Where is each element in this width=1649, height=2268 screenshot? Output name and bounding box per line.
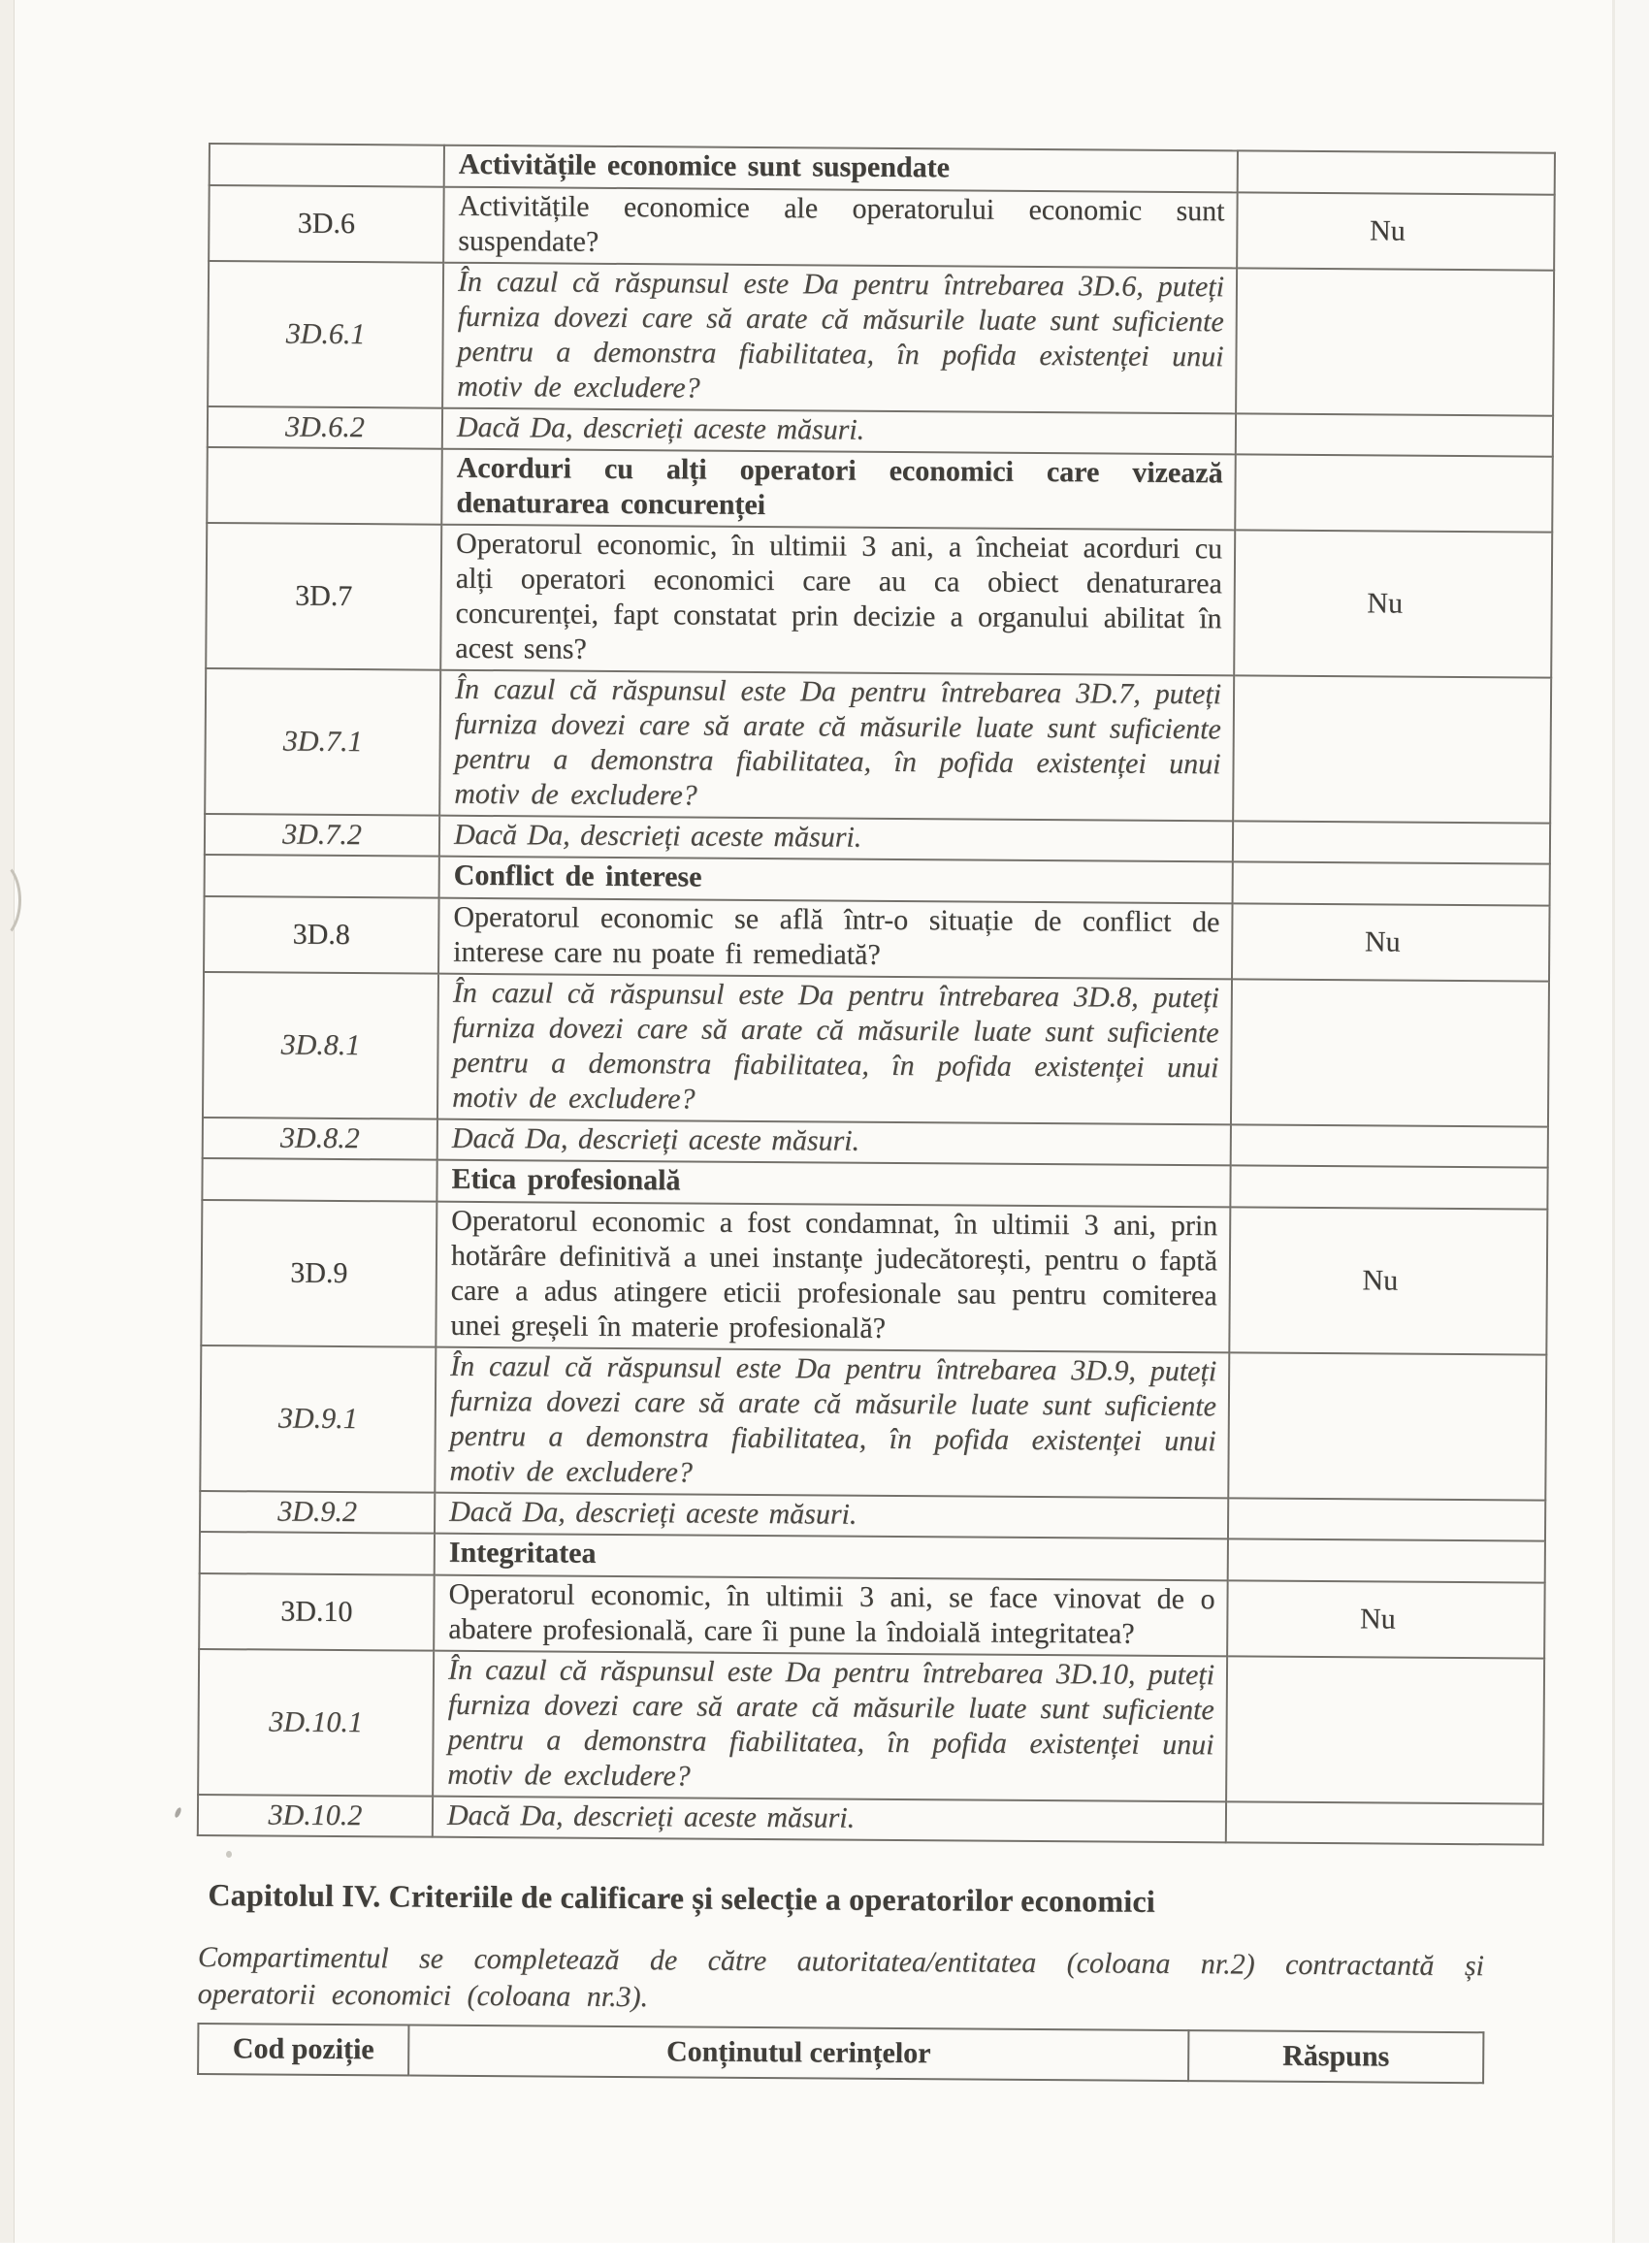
row-answer [1226, 1801, 1543, 1844]
row-code [202, 1158, 436, 1202]
chapter-note: Compartimentul se completează de către autoritatea/entitatea (coloana nr.2) contractantă și operatorii economici (coloana nr.3). [197, 1940, 1485, 2014]
page-right-edge-area [1615, 0, 1649, 2243]
row-content: Dacă Da, descrieți aceste măsuri. [437, 1119, 1231, 1166]
table-row [209, 185, 1555, 271]
row-answer: Nu [1237, 192, 1555, 270]
chapter4-criteria-table [197, 2023, 1484, 2084]
row-content: Operatorul economic a fost condamnat, în ultimii 3 ani, prin hotărâre definitivă a unei instanțe judecătorești, pentru o faptă care a adus atingere eticii profesionale sau pentru comiterea unei greșeli în materie profesională? [436, 1202, 1230, 1353]
table-row [199, 1573, 1545, 1659]
row-answer: Nu [1227, 1580, 1545, 1658]
row-content: Operatorul economic, în ultimii 3 ani, a încheiat acorduri cu alți operatori economici care au ca obiect denaturarea concurenței, fapt constatat prin decizie a organului abilitat în acest sens? [440, 525, 1235, 676]
page-left-edge [0, 0, 15, 2243]
row-answer [1235, 454, 1553, 532]
row-answer [1228, 1352, 1546, 1500]
row-code [207, 447, 442, 525]
row-content: Acorduri cu alți operatori economici care vizează denaturarea concurenței [441, 449, 1236, 531]
table-row [205, 668, 1551, 824]
table-row [200, 1345, 1546, 1501]
row-code: 3D.8.1 [203, 972, 438, 1119]
row-code: 3D.10.1 [198, 1649, 434, 1797]
row-answer: Nu [1229, 1207, 1547, 1354]
row-content: Dacă Da, descrieți aceste măsuri. [442, 408, 1236, 455]
row-content: Integritatea [435, 1534, 1228, 1581]
row-code [200, 1532, 435, 1575]
row-content: În cazul că răspunsul este Da pentru întrebarea 3D.10, puteți furniza dovezi care să arate că măsurile luate sunt suficiente pentru a demonstra fiabilitatea, în pofida existenței unui motiv de excludere? [433, 1651, 1227, 1802]
row-code: 3D.7.2 [205, 814, 439, 857]
table-row [204, 896, 1550, 982]
row-code [205, 855, 439, 898]
row-content: Dacă Da, descrieți aceste măsuri. [435, 1493, 1228, 1539]
header-cell-continutul-cerintelor: Conținutul cerințelor [408, 2025, 1188, 2081]
row-code: 3D.9 [201, 1200, 436, 1347]
row-content: Activitățile economice ale operatorului economic sunt suspendate? [443, 187, 1238, 269]
row-answer [1236, 268, 1554, 415]
row-code: 3D.6.2 [208, 406, 442, 449]
row-code: 3D.10.2 [198, 1795, 433, 1837]
row-content: Operatorul economic, în ultimii 3 ani, se face vinovat de o abatere profesională, care îi pune la îndoială integritatea? [434, 1575, 1228, 1657]
assessment-table-body [198, 144, 1555, 1845]
row-code: 3D.8 [204, 896, 439, 974]
row-answer [1230, 1165, 1547, 1209]
row-content: Etica profesională [436, 1160, 1230, 1208]
ink-speck [174, 1806, 181, 1818]
row-code [210, 144, 444, 187]
row-answer [1238, 150, 1555, 194]
row-answer [1233, 861, 1550, 905]
table-row [208, 261, 1554, 416]
table-header-row [198, 2024, 1483, 2083]
row-answer: Nu [1232, 903, 1550, 981]
row-answer [1231, 1124, 1548, 1167]
row-content: Activitățile economice sunt suspendate [444, 146, 1238, 193]
row-code: 3D.6 [209, 185, 444, 263]
row-code: 3D.8.2 [203, 1118, 437, 1160]
scan-arc-artifact [0, 859, 21, 941]
chapter-title: Capitolul IV. Criteriile de calificare și selecție a operatorilor economici [208, 1877, 1156, 1919]
row-code: 3D.9.2 [200, 1491, 435, 1534]
row-content: În cazul că răspunsul este Da pentru întrebarea 3D.8, puteți furniza dovezi care să arate că măsurile luate sunt suficiente pentru a demonstra fiabilitatea, în pofida existenței unui motiv de excludere? [437, 974, 1232, 1125]
row-content: Conflict de interese [439, 857, 1233, 904]
table-row [201, 1200, 1547, 1355]
header-cell-raspuns: Răspuns [1188, 2030, 1483, 2083]
table-row [198, 1795, 1543, 1845]
row-content: Operatorul economic se află într-o situație de conflict de interese care nu poate fi remediată? [438, 898, 1233, 980]
table-row [207, 447, 1553, 533]
row-answer [1233, 675, 1551, 823]
row-code: 3D.7 [206, 523, 441, 670]
page-bottom-edge [0, 2243, 1649, 2268]
table-row [203, 972, 1549, 1127]
row-answer [1228, 1539, 1545, 1582]
row-code: 3D.7.1 [205, 668, 440, 816]
row-answer [1236, 413, 1553, 456]
document-content [195, 143, 1499, 2084]
row-code: 3D.10 [199, 1573, 435, 1651]
table-row [206, 523, 1552, 678]
row-content: În cazul că răspunsul este Da pentru întrebarea 3D.9, puteți furniza dovezi care să arate că măsurile luate sunt suficiente pentru a demonstra fiabilitatea, în pofida existenței unui motiv de excludere? [435, 1347, 1229, 1499]
row-answer: Nu [1234, 530, 1552, 677]
row-content: Dacă Da, descrieți aceste măsuri. [433, 1797, 1226, 1843]
row-code: 3D.9.1 [200, 1345, 436, 1493]
row-answer [1231, 979, 1549, 1126]
header-cell-cod-pozitie: Cod poziție [198, 2024, 408, 2076]
row-answer [1226, 1656, 1544, 1803]
row-answer [1228, 1498, 1545, 1540]
row-content: În cazul că răspunsul este Da pentru întrebarea 3D.7, puteți furniza dovezi care să arate că măsurile luate sunt suficiente pentru a demonstra fiabilitatea, în pofida existenței unui motiv de excludere? [439, 670, 1234, 822]
row-code: 3D.6.1 [208, 261, 443, 408]
page-right-edge-line [1612, 0, 1615, 2243]
row-content: Dacă Da, descrieți aceste măsuri. [439, 816, 1233, 862]
row-content: În cazul că răspunsul este Da pentru întrebarea 3D.6, puteți furniza dovezi care să arate că măsurile luate sunt suficiente pentru a demonstra fiabilitatea, în pofida existenței unui motiv de excludere? [442, 263, 1237, 414]
exclusion-questionnaire-table [197, 143, 1556, 1846]
table-row [198, 1649, 1544, 1804]
row-answer [1233, 821, 1550, 863]
